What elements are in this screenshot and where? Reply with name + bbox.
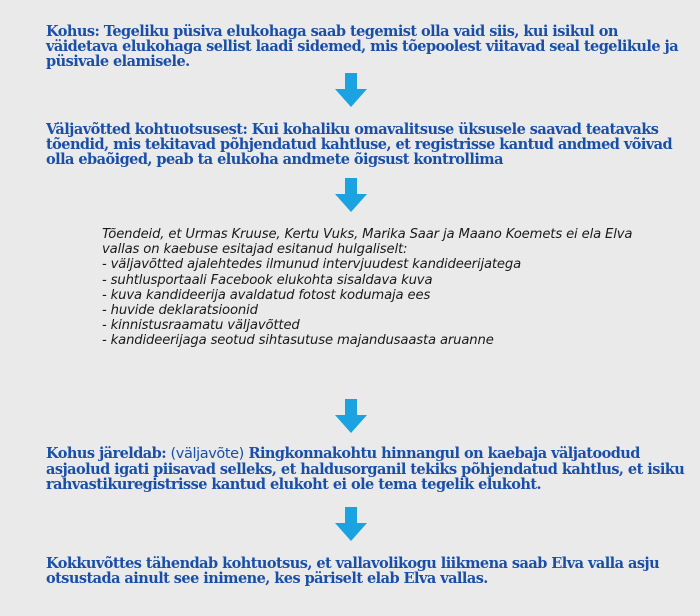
court-excerpt-block	[46, 122, 686, 167]
arrow-shape	[335, 178, 367, 212]
court-conclusion-paren: (väljavõte)	[170, 446, 244, 462]
arrow-down-icon	[333, 507, 369, 543]
evidence-item: - kuva kandideerija avaldatud fotost kodumaja ees	[102, 287, 431, 303]
evidence-list	[102, 257, 642, 348]
court-statement-text: Tegeliku püsiva elukohaga saab tegemist olla vaid siis, kui isikul on väidetava elukohaga sellist laadi sidemed, mis tõepoolest viitavad seal tegelikule ja püsivale elamisele.	[46, 23, 679, 70]
evidence-item: - huvide deklaratsioonid	[102, 303, 258, 319]
court-statement-label: Kohus:	[46, 23, 100, 40]
arrow-shape	[335, 73, 367, 107]
evidence-intro: Tõendeid, et Urmas Kruuse, Kertu Vuks, Marika Saar ja Maano Koemets ei ela Elva vallas on kaebuse esitajad esitanud hulgaliselt:	[102, 227, 633, 258]
court-statement-block	[46, 24, 686, 69]
evidence-item: - väljavõtted ajalehtedes ilmunud intervjuudest kandideerijatega	[102, 257, 522, 273]
court-excerpt-text: Kui kohaliku omavalitsuse üksusele saavad teatavaks tõendid, mis tekitavad põhjendatud kahtluse, et registrisse kantud andmed võivad olla ebaõiged, peab ta elukoha andmete õigsust kontrollima	[46, 121, 673, 168]
evidence-item: - kandideerijaga seotud sihtasutuse majandusaasta aruanne	[102, 333, 494, 349]
arrow-shape	[335, 507, 367, 541]
court-conclusion-block	[46, 446, 686, 492]
court-conclusion-text: Ringkonnakohtu hinnangul on kaebaja väljatoodud asjaolud igati piisavad selleks, et haldusorganil tekiks põhjendatud kahtlus, et isiku rahvastikuregistrisse kantud elukoht ei ole tema tegelik elukoht.	[46, 445, 685, 493]
arrow-down-icon	[333, 399, 369, 435]
summary-block	[46, 556, 686, 586]
evidence-item: - kinnistusraamatu väljavõtted	[102, 318, 300, 334]
court-conclusion-label: Kohus järeldab:	[46, 445, 167, 462]
evidence-block	[102, 227, 642, 349]
evidence-item: - suhtlusportaali Facebook elukohta sisaldava kuva	[102, 272, 433, 288]
court-excerpt-label: Väljavõtted kohtuotsusest:	[46, 121, 248, 138]
arrow-down-icon	[333, 73, 369, 109]
summary-text: Kokkuvõttes tähendab kohtuotsus, et vallavolikogu liikmena saab Elva valla asju otsustada ainult see inimene, kes päriselt elab Elva vallas.	[46, 555, 660, 587]
arrow-down-icon	[333, 178, 369, 214]
arrow-shape	[335, 399, 367, 433]
